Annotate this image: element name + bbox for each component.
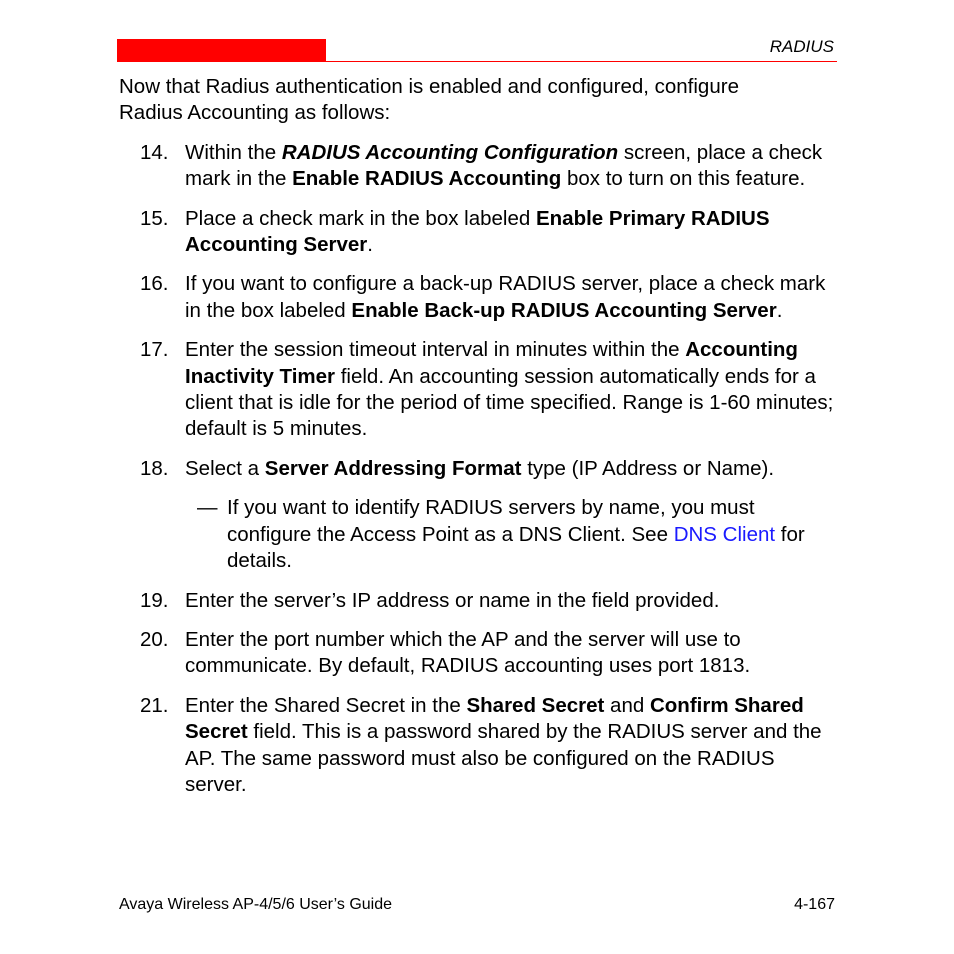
step-number: 14. (140, 140, 169, 164)
note-dash: — (197, 496, 218, 520)
footer-page-number: 4-167 (794, 896, 835, 913)
header-rule (117, 61, 837, 62)
step-number: 20. (140, 627, 169, 651)
field-name: Confirm Shared Secret (185, 693, 804, 744)
step-number: 16. (140, 272, 169, 296)
step-text: Enter the server’s IP address or name in the field provided. (185, 588, 720, 612)
note-text: for details. (227, 522, 805, 573)
step-text: Enter the session timeout interval in minutes within the (185, 338, 686, 362)
step-text: field. An accounting session automatically ends for a client that is idle for the period of time specified. Range is 1-60 minutes; default is 5 minutes. (185, 364, 834, 441)
step-text: Enter the Shared Secret in the (185, 693, 467, 717)
step-text: Place a check mark in the box labeled (185, 206, 536, 230)
step-text: Select a (185, 456, 265, 480)
screen-name: RADIUS Accounting Configuration (281, 140, 619, 164)
step-16 (119, 271, 839, 324)
step-20 (119, 627, 839, 680)
step-text: . (776, 298, 783, 322)
step-14 (119, 140, 839, 193)
step-number: 17. (140, 338, 169, 362)
field-name: Enable Primary RADIUS Accounting Server (185, 206, 770, 257)
step-18 (119, 456, 839, 482)
field-name: Shared Secret (466, 693, 605, 717)
section-title: RADIUS (769, 37, 834, 56)
step-text: field. This is a password shared by the RADIUS server and the AP. The same password must also be configured on the RADIUS server. (185, 720, 822, 796)
dns-client-link[interactable]: DNS Client (673, 522, 776, 546)
step-number: 21. (140, 693, 169, 717)
step-text: type (IP Address or Name). (521, 456, 775, 480)
step-text: . (367, 233, 373, 257)
note-text: If you want to identify RADIUS servers by name, you must configure the Access Point as a DNS Client. See (227, 496, 755, 546)
step-text: screen, place a check mark in the (185, 140, 823, 191)
step-number: 19. (140, 588, 169, 612)
step-15 (119, 206, 839, 259)
body-text (119, 74, 839, 811)
step-21 (119, 693, 839, 799)
dns-note (119, 495, 839, 574)
intro-paragraph: Now that Radius authentication is enabled and configured, configure Radius Accounting as follows: (119, 75, 739, 125)
step-text: If you want to configure a back-up RADIUS server, place a check mark in the box labeled (185, 272, 826, 322)
field-name: Enable RADIUS Accounting (292, 167, 562, 191)
step-text: and (604, 693, 650, 717)
header-red-bar (117, 39, 326, 61)
step-text: Within the (185, 140, 282, 164)
field-name: Enable Back-up RADIUS Accounting Server (351, 298, 777, 322)
footer-guide-title: Avaya Wireless AP-4/5/6 User’s Guide (119, 896, 393, 913)
field-name: Server Addressing Format (264, 456, 522, 480)
step-text: box to turn on this feature. (561, 167, 806, 191)
field-name: Accounting Inactivity Timer (185, 338, 798, 388)
step-text: Enter the port number which the AP and the server will use to communicate. By default, RADIUS accounting uses port 1813. (185, 627, 751, 678)
step-number: 18. (140, 456, 169, 480)
step-17 (119, 337, 839, 443)
step-19 (119, 588, 839, 614)
step-number: 15. (140, 206, 169, 230)
